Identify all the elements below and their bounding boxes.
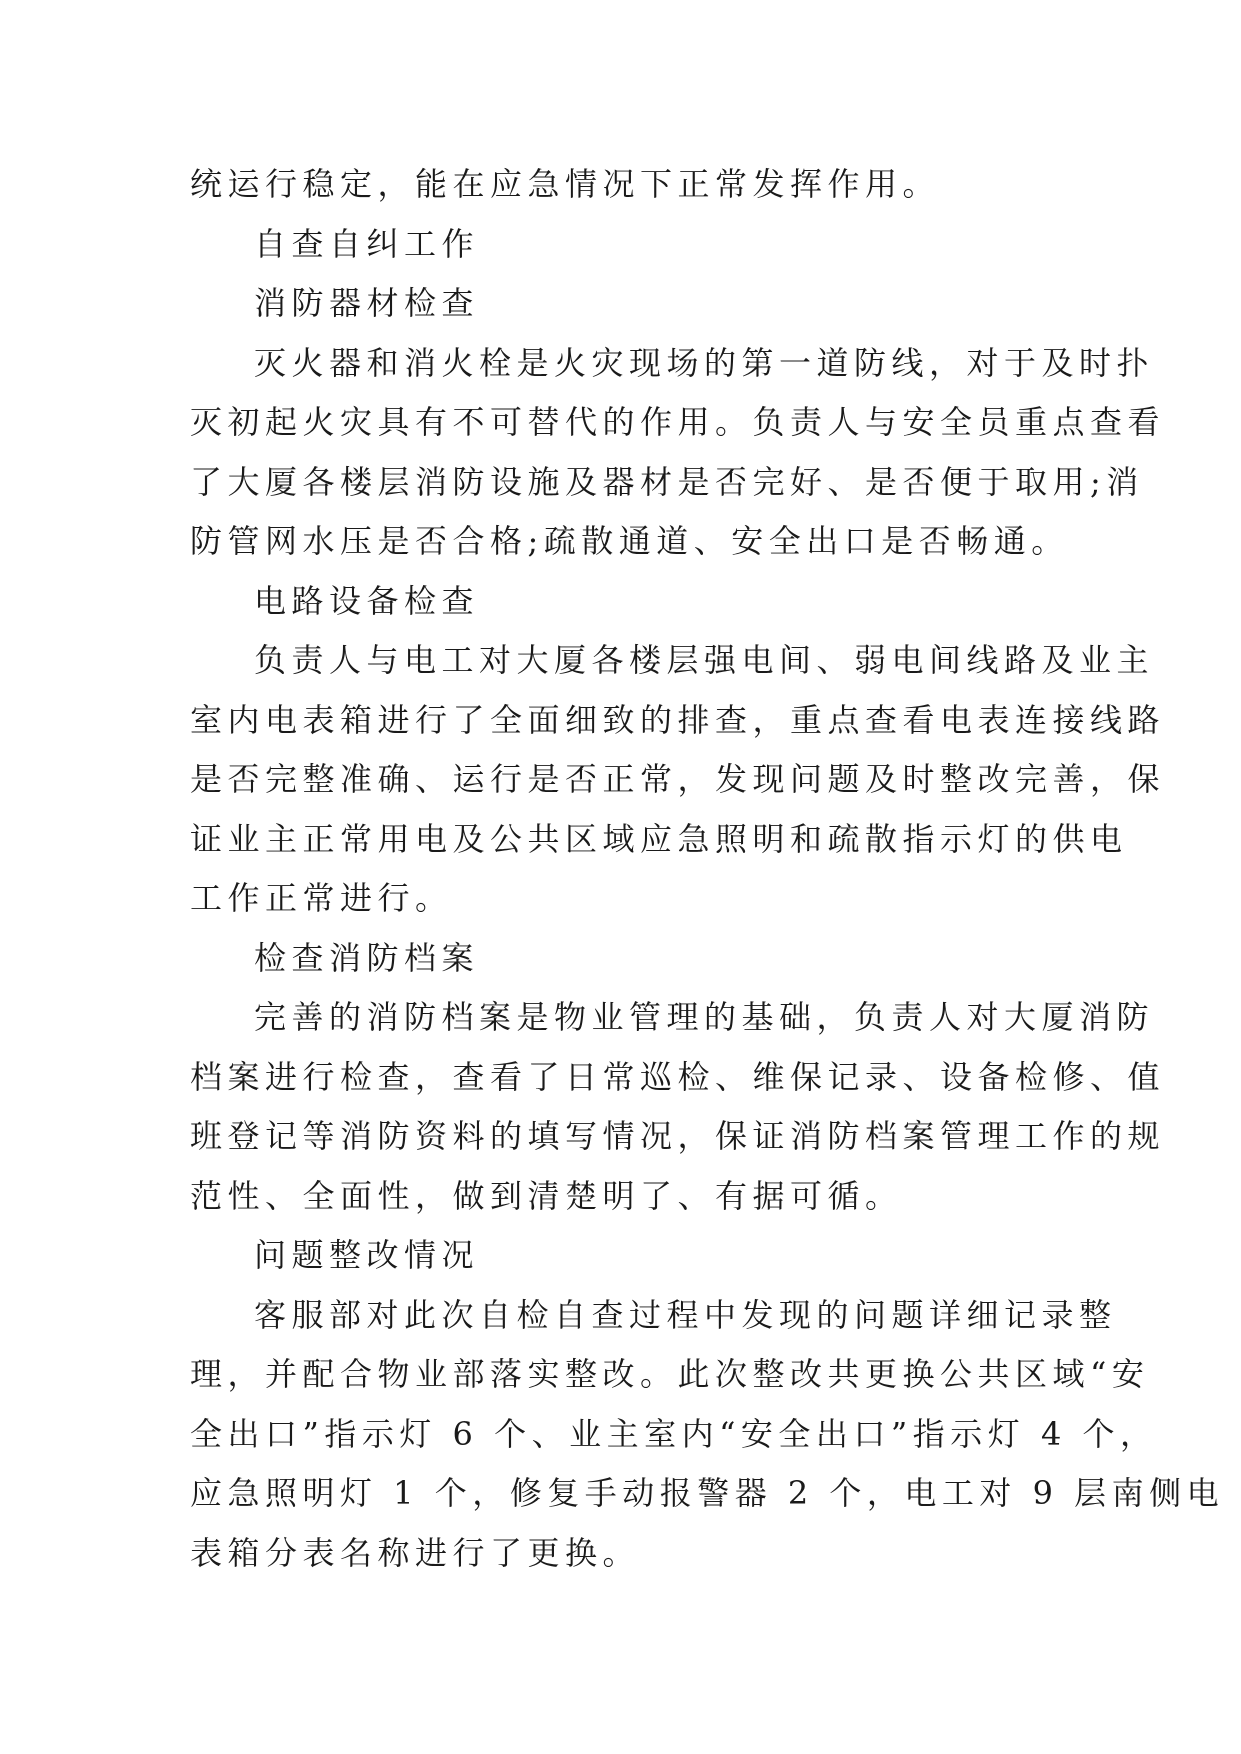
paragraph-line: 完善的消防档案是物业管理的基础，负责人对大厦消防 — [254, 998, 1155, 1036]
section-heading: 自查自纠工作 — [254, 224, 480, 263]
paragraph-line: 应急照明灯 1 个，修复手动报警器 2 个，电工对 9 层南侧电 — [190, 1474, 1225, 1512]
paragraph-line: 全出口”指示灯 6 个、业主室内“安全出口”指示灯 4 个， — [190, 1414, 1158, 1453]
paragraph-line: 理，并配合物业部落实整改。此次整改共更换公共区域“安 — [190, 1355, 1150, 1393]
paragraph-line: 灭初起火灾具有不可替代的作用。负责人与安全员重点查看 — [190, 403, 1166, 441]
paragraph-line: 证业主正常用电及公共区域应急照明和疏散指示灯的供电 — [190, 819, 1128, 858]
subsection-heading: 问题整改情况 — [254, 1236, 480, 1274]
paragraph-line: 负责人与电工对大厦各楼层强电间、弱电间线路及业主 — [254, 641, 1155, 679]
document-page — [190, 155, 1225, 1583]
subsection-heading: 电路设备检查 — [254, 581, 480, 620]
paragraph-continuation-line: 统运行稳定，能在应急情况下正常发挥作用。 — [190, 165, 941, 203]
paragraph-line: 了大厦各楼层消防设施及器材是否完好、是否便于取用;消 — [190, 462, 1144, 501]
paragraph-line: 范性、全面性，做到清楚明了、有据可循。 — [190, 1176, 903, 1215]
subsection-heading: 消防器材检查 — [254, 284, 480, 322]
paragraph-line: 表箱分表名称进行了更换。 — [190, 1533, 641, 1572]
paragraph-line: 防管网水压是否合格;疏散通道、安全出口是否畅通。 — [190, 522, 1069, 560]
subsection-heading: 检查消防档案 — [254, 938, 480, 977]
paragraph-line: 灭火器和消火栓是火灾现场的第一道防线，对于及时扑 — [254, 343, 1155, 382]
paragraph-line: 是否完整准确、运行是否正常，发现问题及时整改完善，保 — [190, 760, 1166, 798]
paragraph-line: 室内电表箱进行了全面细致的排查，重点查看电表连接线路 — [190, 700, 1166, 739]
paragraph-line: 班登记等消防资料的填写情况，保证消防档案管理工作的规 — [190, 1117, 1166, 1155]
paragraph-line: 客服部对此次自检自查过程中发现的问题详细记录整 — [254, 1295, 1117, 1334]
paragraph-line: 工作正常进行。 — [190, 879, 453, 917]
paragraph-line: 档案进行检查，查看了日常巡检、维保记录、设备检修、值 — [190, 1057, 1166, 1096]
